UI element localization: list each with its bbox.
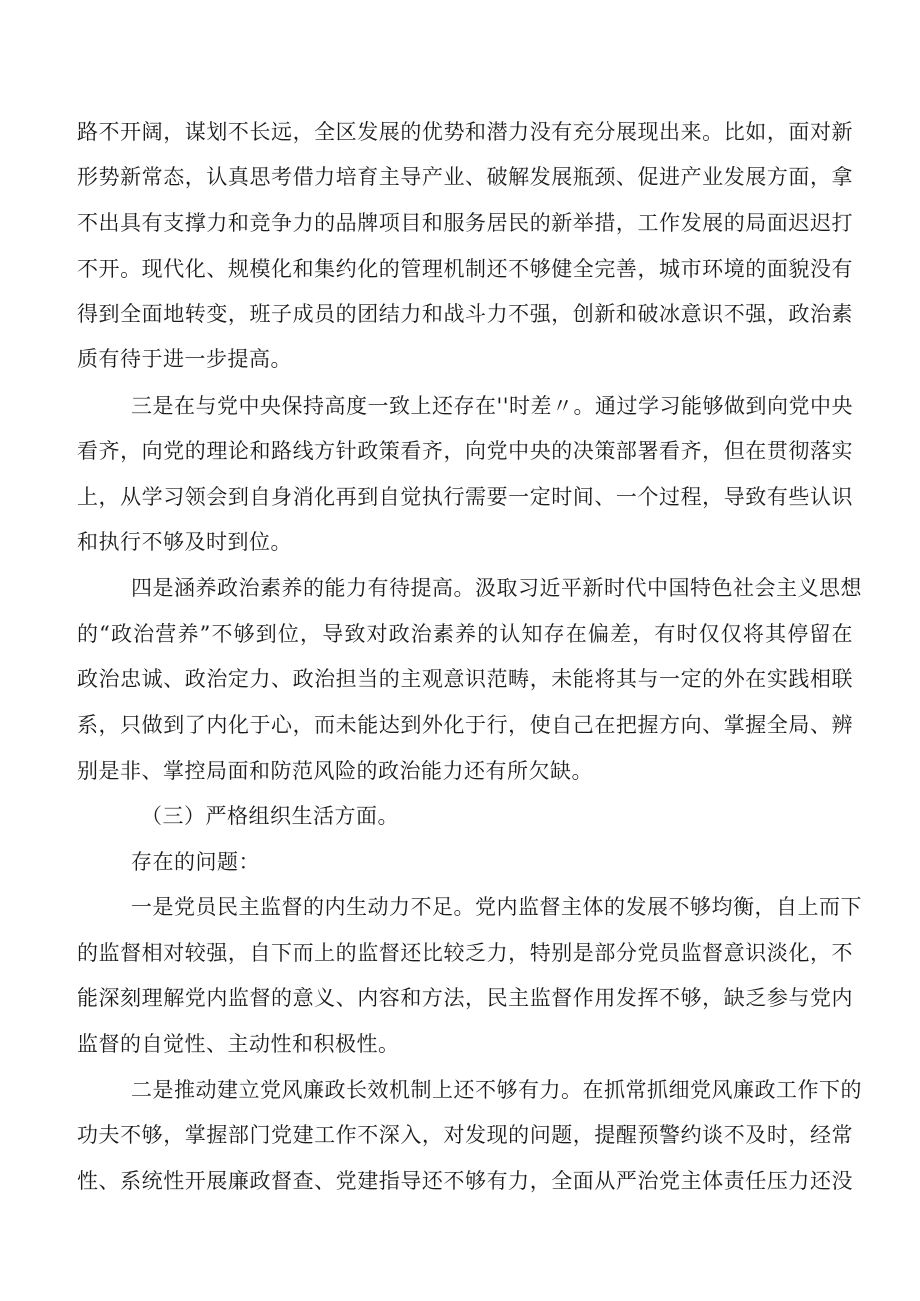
body-text-line: 质有待于进一步提高。 (77, 347, 292, 371)
body-text-line: 不开。现代化、规模化和集约化的管理机制还不够健全完善，城市环境的面貌没有 (77, 257, 853, 281)
body-text-line: 别是非、掌控局面和防范风险的政治能力还有所欠缺。 (77, 759, 593, 783)
body-text-line: 不出具有支撑力和竞争力的品牌项目和服务居民的新举措，工作发展的局面迟迟打 (77, 211, 853, 235)
body-text-line: 功夫不够，掌握部门党建工作不深入，对发现的问题，提醒预警约谈不及时，经常 (77, 1123, 853, 1147)
body-text-line: 能深刻理解党内监督的意义、内容和方法，民主监督作用发挥不够，缺乏参与党内 (77, 986, 853, 1010)
paragraph-first-line: 二是推动建立党风廉政长效机制上还不够有力。在抓常抓细党风廉政工作下的 (131, 1078, 862, 1102)
body-text-line: 形势新常态，认真思考借力培育主导产业、破解发展瓶颈、促进产业发展方面，拿 (77, 165, 853, 189)
body-text-line: 看齐，向党的理论和路线方针政策看齐，向党中央的决策部署看齐，但在贯彻落实 (77, 439, 853, 463)
body-text-line: 和执行不够及时到位。 (77, 530, 292, 554)
body-text-line: 系，只做到了内化于心，而未能达到外化于行，使自己在把握方向、掌握全局、辨 (77, 713, 853, 737)
subheading: 存在的问题： (131, 850, 260, 874)
section-heading: （三）严格组织生活方面。 (141, 804, 399, 828)
body-text-line: 路不开阔，谋划不长远，全区发展的优势和潜力没有充分展现出来。比如，面对新 (77, 120, 853, 144)
body-text-line: 政治忠诚、政治定力、政治担当的主观意识范畴，未能将其与一定的外在实践相联 (77, 667, 853, 691)
body-text-line: 性、系统性开展廉政督查、党建指导还不够有力，全面从严治党主体责任压力还没 (77, 1169, 853, 1193)
body-text-line: 监督的自觉性、主动性和积极性。 (77, 1032, 400, 1056)
body-text-line: 的“政治营养”不够到位，导致对政治素养的认知存在偏差，有时仅仅将其停留在 (77, 622, 853, 646)
body-text-line: 上，从学习领会到自身消化再到自觉执行需要一定时间、一个过程，导致有些认识 (77, 485, 853, 509)
paragraph-first-line: 三是在与党中央保持高度一致上还存在''时差〃。通过学习能够做到向党中央 (131, 394, 854, 418)
body-text-line: 得到全面地转变，班子成员的团结力和战斗力不强，创新和破冰意识不强，政治素 (77, 302, 853, 326)
body-text-line: 的监督相对较强，自下而上的监督还比较乏力，特别是部分党员监督意识淡化，不 (77, 941, 853, 965)
paragraph-first-line: 一是党员民主监督的内生动力不足。党内监督主体的发展不够均衡，自上而下 (131, 895, 862, 919)
paragraph-first-line: 四是涵养政治素养的能力有待提高。汲取习近平新时代中国特色社会主义思想 (131, 576, 862, 600)
